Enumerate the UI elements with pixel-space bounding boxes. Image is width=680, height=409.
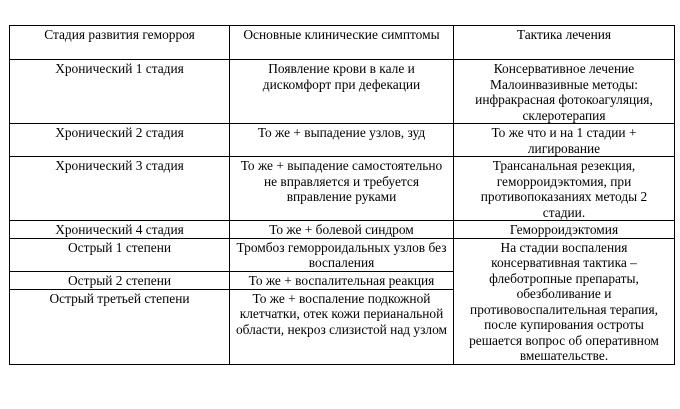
table-header-row — [10, 26, 675, 60]
stage-cell: Острый 2 степени — [10, 271, 230, 289]
treatment-cell: Трансанальная резекция, геморроидэктомия, при противопоказаниях методы 2 стадии. — [454, 157, 675, 221]
treatment-cell: То же что и на 1 стадии + лигирование — [454, 124, 675, 157]
stage-cell: Острый третьей степени — [10, 289, 230, 364]
table-row — [10, 157, 675, 221]
table-row — [10, 238, 675, 271]
stage-cell: Хронический 1 стадия — [10, 60, 230, 124]
table-row — [10, 221, 675, 239]
header-stage: Стадия развития геморроя — [10, 26, 230, 60]
stage-cell: Хронический 2 стадия — [10, 124, 230, 157]
table-row — [10, 124, 675, 157]
hemorrhoid-treatment-table — [9, 25, 675, 365]
symptoms-cell: То же + выпадение самостоятельно не вправляется и требуется вправление руками — [230, 157, 454, 221]
header-symptoms: Основные клинические симптомы — [230, 26, 454, 60]
stage-cell: Хронический 4 стадия — [10, 221, 230, 239]
symptoms-cell: То же + воспаление подкожной клетчатки, отек кожи перианальной области, некроз слизистой над узлом — [230, 289, 454, 364]
symptoms-cell: Тромбоз геморроидальных узлов без воспаления — [230, 238, 454, 271]
table-row — [10, 60, 675, 124]
acute-treatment-cell: На стадии воспаления консервативная тактика – флеботропные препараты, обезболивание и противовоспалительная терапия, после купирования остроты решается вопрос об оперативном вмешательстве. — [454, 238, 675, 364]
header-treatment: Тактика лечения — [454, 26, 675, 60]
symptoms-cell: То же + воспалительная реакция — [230, 271, 454, 289]
symptoms-cell: То же + выпадение узлов, зуд — [230, 124, 454, 157]
symptoms-cell: То же + болевой синдром — [230, 221, 454, 239]
symptoms-cell: Появление крови в кале и дискомфорт при дефекации — [230, 60, 454, 124]
treatment-cell: Геморроидэктомия — [454, 221, 675, 239]
treatment-cell: Консервативное лечение Малоинвазивные методы: инфракрасная фотокоагуляция, склеротерапия — [454, 60, 675, 124]
stage-cell: Острый 1 степени — [10, 238, 230, 271]
stage-cell: Хронический 3 стадия — [10, 157, 230, 221]
